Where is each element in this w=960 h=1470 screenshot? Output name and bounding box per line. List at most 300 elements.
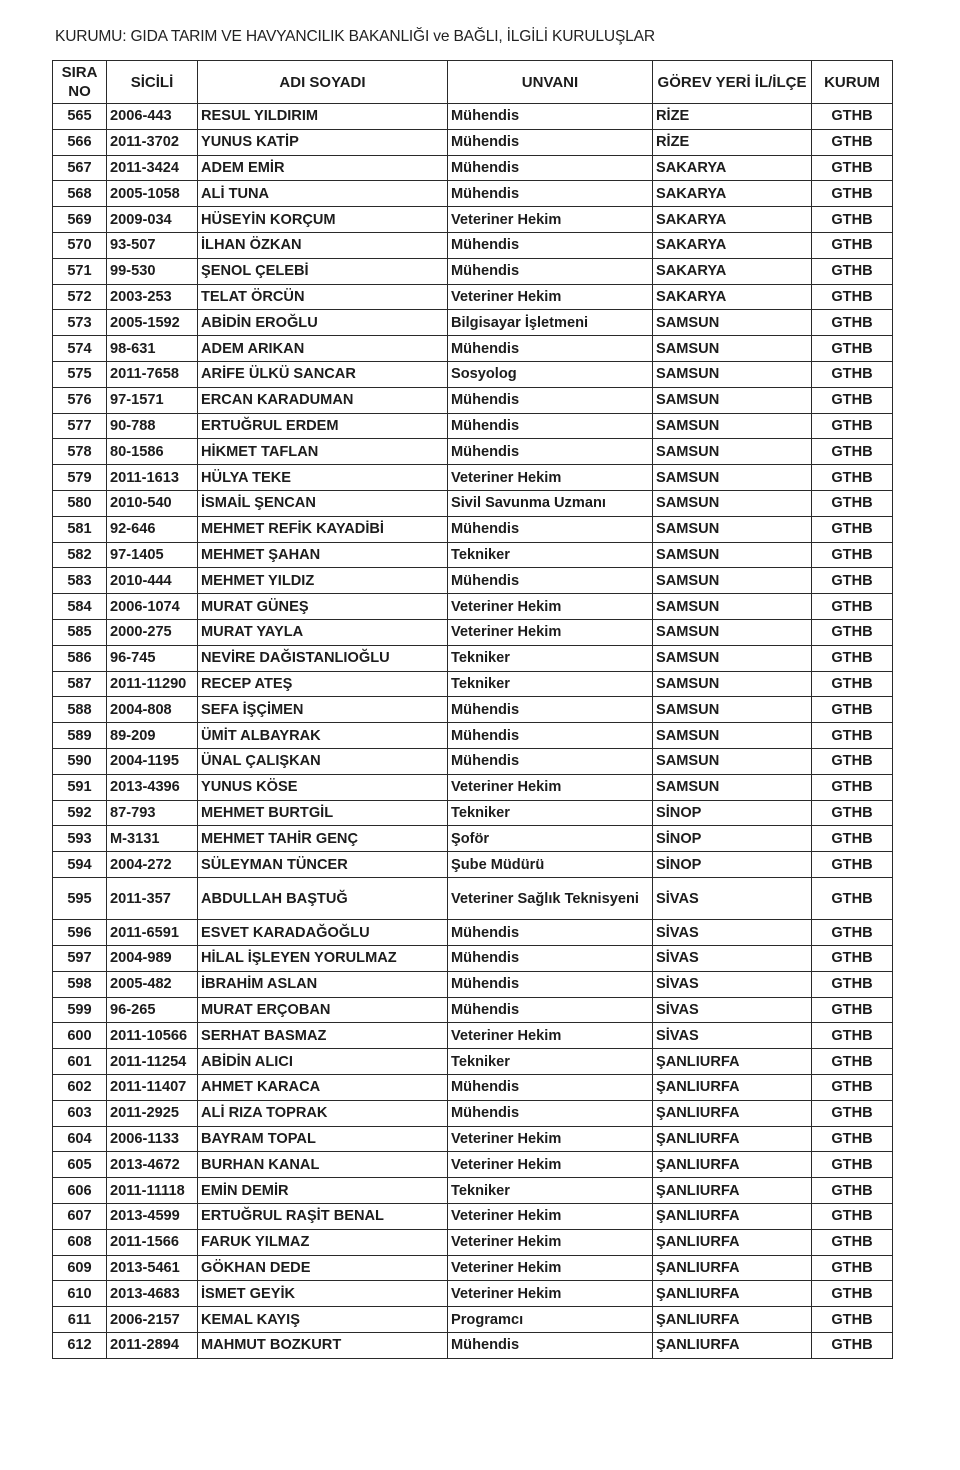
- cell-sicil: 93-507: [107, 232, 198, 258]
- cell-sira-no: 596: [53, 920, 107, 946]
- cell-sicil: 97-1405: [107, 542, 198, 568]
- table-row: [53, 594, 893, 620]
- cell-kurum: GTHB: [812, 619, 893, 645]
- cell-gorev-yeri: SİVAS: [653, 997, 812, 1023]
- table-row: [53, 542, 893, 568]
- table-row: [53, 1049, 893, 1075]
- cell-sicil: 2011-2894: [107, 1333, 198, 1359]
- cell-sira-no: 593: [53, 826, 107, 852]
- cell-kurum: GTHB: [812, 207, 893, 233]
- cell-adi-soyadi: HÜLYA TEKE: [198, 465, 448, 491]
- cell-sira-no: 567: [53, 155, 107, 181]
- cell-sicil: 2004-272: [107, 852, 198, 878]
- cell-kurum: GTHB: [812, 997, 893, 1023]
- cell-gorev-yeri: SAKARYA: [653, 232, 812, 258]
- cell-sira-no: 591: [53, 774, 107, 800]
- cell-adi-soyadi: SÜLEYMAN TÜNCER: [198, 852, 448, 878]
- cell-sira-no: 575: [53, 361, 107, 387]
- cell-kurum: GTHB: [812, 1281, 893, 1307]
- cell-kurum: GTHB: [812, 439, 893, 465]
- cell-sira-no: 598: [53, 971, 107, 997]
- cell-kurum: GTHB: [812, 1307, 893, 1333]
- cell-sicil: 2011-357: [107, 877, 198, 919]
- table-row: [53, 1333, 893, 1359]
- cell-adi-soyadi: ARİFE ÜLKÜ SANCAR: [198, 361, 448, 387]
- cell-kurum: GTHB: [812, 1178, 893, 1204]
- cell-adi-soyadi: ADEM ARIKAN: [198, 336, 448, 362]
- header-sira-no-line1: SIRA: [61, 64, 98, 81]
- cell-adi-soyadi: HİKMET TAFLAN: [198, 439, 448, 465]
- cell-sira-no: 607: [53, 1204, 107, 1230]
- cell-gorev-yeri: RİZE: [653, 104, 812, 130]
- cell-adi-soyadi: ESVET KARADAĞOĞLU: [198, 920, 448, 946]
- table-row: [53, 748, 893, 774]
- cell-kurum: GTHB: [812, 516, 893, 542]
- table-row: [53, 439, 893, 465]
- table-row: [53, 413, 893, 439]
- cell-unvan: Mühendis: [448, 697, 653, 723]
- cell-adi-soyadi: MURAT ERÇOBAN: [198, 997, 448, 1023]
- cell-unvan: Mühendis: [448, 439, 653, 465]
- cell-sicil: 87-793: [107, 800, 198, 826]
- table-row: [53, 336, 893, 362]
- cell-sira-no: 590: [53, 748, 107, 774]
- cell-sicil: 2005-1058: [107, 181, 198, 207]
- cell-gorev-yeri: SAMSUN: [653, 697, 812, 723]
- table-row: [53, 207, 893, 233]
- cell-adi-soyadi: SERHAT BASMAZ: [198, 1023, 448, 1049]
- personnel-table: [52, 60, 893, 1359]
- cell-unvan: Mühendis: [448, 971, 653, 997]
- table-row: [53, 155, 893, 181]
- cell-gorev-yeri: SAMSUN: [653, 723, 812, 749]
- cell-kurum: GTHB: [812, 748, 893, 774]
- cell-sira-no: 582: [53, 542, 107, 568]
- cell-adi-soyadi: ABDULLAH BAŞTUĞ: [198, 877, 448, 919]
- cell-sira-no: 600: [53, 1023, 107, 1049]
- cell-unvan: Tekniker: [448, 800, 653, 826]
- cell-adi-soyadi: YUNUS KATİP: [198, 129, 448, 155]
- cell-adi-soyadi: BURHAN KANAL: [198, 1152, 448, 1178]
- table-row: [53, 568, 893, 594]
- header-sira-no-line2: NO: [68, 83, 91, 100]
- cell-adi-soyadi: YUNUS KÖSE: [198, 774, 448, 800]
- cell-gorev-yeri: ŞANLIURFA: [653, 1075, 812, 1101]
- cell-kurum: GTHB: [812, 723, 893, 749]
- cell-adi-soyadi: MURAT GÜNEŞ: [198, 594, 448, 620]
- cell-kurum: GTHB: [812, 852, 893, 878]
- header-adi-soyadi: ADI SOYADI: [198, 61, 448, 104]
- cell-sicil: 2003-253: [107, 284, 198, 310]
- cell-unvan: Mühendis: [448, 516, 653, 542]
- cell-adi-soyadi: MEHMET TAHİR GENÇ: [198, 826, 448, 852]
- cell-sicil: 2009-034: [107, 207, 198, 233]
- header-kurum: KURUM: [812, 61, 893, 104]
- cell-gorev-yeri: SAMSUN: [653, 361, 812, 387]
- cell-sicil: 2011-2925: [107, 1100, 198, 1126]
- cell-kurum: GTHB: [812, 181, 893, 207]
- cell-adi-soyadi: ŞENOL ÇELEBİ: [198, 258, 448, 284]
- cell-gorev-yeri: ŞANLIURFA: [653, 1204, 812, 1230]
- cell-gorev-yeri: SİNOP: [653, 800, 812, 826]
- cell-sicil: 2004-989: [107, 946, 198, 972]
- cell-kurum: GTHB: [812, 284, 893, 310]
- table-row: [53, 1307, 893, 1333]
- table-row: [53, 490, 893, 516]
- cell-adi-soyadi: RECEP ATEŞ: [198, 671, 448, 697]
- cell-sira-no: 572: [53, 284, 107, 310]
- cell-sicil: 2006-1074: [107, 594, 198, 620]
- cell-adi-soyadi: MEHMET YILDIZ: [198, 568, 448, 594]
- table-row: [53, 697, 893, 723]
- cell-adi-soyadi: KEMAL KAYIŞ: [198, 1307, 448, 1333]
- cell-unvan: Mühendis: [448, 155, 653, 181]
- cell-sicil: 2000-275: [107, 619, 198, 645]
- cell-sira-no: 570: [53, 232, 107, 258]
- cell-gorev-yeri: SİVAS: [653, 920, 812, 946]
- cell-adi-soyadi: ERTUĞRUL RAŞİT BENAL: [198, 1204, 448, 1230]
- cell-sira-no: 580: [53, 490, 107, 516]
- cell-sicil: 2011-11290: [107, 671, 198, 697]
- cell-unvan: Veteriner Hekim: [448, 1152, 653, 1178]
- cell-gorev-yeri: SAMSUN: [653, 645, 812, 671]
- cell-gorev-yeri: SAMSUN: [653, 490, 812, 516]
- cell-sicil: 2013-4672: [107, 1152, 198, 1178]
- cell-gorev-yeri: SAMSUN: [653, 774, 812, 800]
- cell-unvan: Sosyolog: [448, 361, 653, 387]
- table-row: [53, 877, 893, 919]
- table-row: [53, 645, 893, 671]
- cell-sira-no: 565: [53, 104, 107, 130]
- cell-kurum: GTHB: [812, 920, 893, 946]
- cell-kurum: GTHB: [812, 1126, 893, 1152]
- cell-gorev-yeri: ŞANLIURFA: [653, 1333, 812, 1359]
- cell-sira-no: 601: [53, 1049, 107, 1075]
- cell-gorev-yeri: SAMSUN: [653, 748, 812, 774]
- table-row: [53, 284, 893, 310]
- cell-adi-soyadi: MEHMET REFİK KAYADİBİ: [198, 516, 448, 542]
- cell-sira-no: 599: [53, 997, 107, 1023]
- cell-sicil: 2013-5461: [107, 1255, 198, 1281]
- table-row: [53, 1152, 893, 1178]
- cell-gorev-yeri: SAKARYA: [653, 207, 812, 233]
- document-title: KURUMU: GIDA TARIM VE HAVYANCILIK BAKANLIĞI ve BAĞLI, İLGİLİ KURULUŞLAR: [55, 28, 655, 45]
- header-sicili: SİCİLİ: [107, 61, 198, 104]
- cell-gorev-yeri: SAKARYA: [653, 284, 812, 310]
- cell-gorev-yeri: SAKARYA: [653, 258, 812, 284]
- cell-kurum: GTHB: [812, 413, 893, 439]
- cell-kurum: GTHB: [812, 258, 893, 284]
- table-row: [53, 1178, 893, 1204]
- cell-gorev-yeri: ŞANLIURFA: [653, 1178, 812, 1204]
- cell-kurum: GTHB: [812, 826, 893, 852]
- cell-sira-no: 604: [53, 1126, 107, 1152]
- table-row: [53, 671, 893, 697]
- cell-unvan: Mühendis: [448, 387, 653, 413]
- cell-adi-soyadi: ERTUĞRUL ERDEM: [198, 413, 448, 439]
- cell-gorev-yeri: ŞANLIURFA: [653, 1152, 812, 1178]
- cell-unvan: Tekniker: [448, 645, 653, 671]
- cell-unvan: Sivil Savunma Uzmanı: [448, 490, 653, 516]
- cell-unvan: Mühendis: [448, 997, 653, 1023]
- table-row: [53, 387, 893, 413]
- cell-unvan: Şoför: [448, 826, 653, 852]
- cell-unvan: Veteriner Hekim: [448, 1126, 653, 1152]
- table-row: [53, 1255, 893, 1281]
- cell-unvan: Mühendis: [448, 1333, 653, 1359]
- cell-sicil: 2010-444: [107, 568, 198, 594]
- cell-gorev-yeri: SAMSUN: [653, 568, 812, 594]
- cell-gorev-yeri: SAMSUN: [653, 619, 812, 645]
- cell-sira-no: 611: [53, 1307, 107, 1333]
- cell-kurum: GTHB: [812, 568, 893, 594]
- cell-gorev-yeri: SİVAS: [653, 877, 812, 919]
- cell-gorev-yeri: SAMSUN: [653, 542, 812, 568]
- table-row: [53, 997, 893, 1023]
- cell-kurum: GTHB: [812, 1023, 893, 1049]
- cell-kurum: GTHB: [812, 1152, 893, 1178]
- cell-gorev-yeri: SAMSUN: [653, 594, 812, 620]
- cell-adi-soyadi: HÜSEYİN KORÇUM: [198, 207, 448, 233]
- cell-kurum: GTHB: [812, 1049, 893, 1075]
- cell-sicil: M-3131: [107, 826, 198, 852]
- cell-sira-no: 583: [53, 568, 107, 594]
- cell-gorev-yeri: ŞANLIURFA: [653, 1100, 812, 1126]
- cell-adi-soyadi: MURAT YAYLA: [198, 619, 448, 645]
- cell-kurum: GTHB: [812, 1075, 893, 1101]
- cell-unvan: Veteriner Hekim: [448, 1255, 653, 1281]
- cell-unvan: Veteriner Hekim: [448, 619, 653, 645]
- cell-sicil: 2006-443: [107, 104, 198, 130]
- cell-gorev-yeri: SAMSUN: [653, 465, 812, 491]
- cell-unvan: Mühendis: [448, 920, 653, 946]
- table-row: [53, 465, 893, 491]
- cell-sira-no: 573: [53, 310, 107, 336]
- cell-sicil: 2004-1195: [107, 748, 198, 774]
- cell-sicil: 98-631: [107, 336, 198, 362]
- cell-kurum: GTHB: [812, 946, 893, 972]
- table-row: [53, 310, 893, 336]
- cell-sicil: 99-530: [107, 258, 198, 284]
- cell-sira-no: 606: [53, 1178, 107, 1204]
- cell-sira-no: 578: [53, 439, 107, 465]
- table-row: [53, 920, 893, 946]
- cell-sicil: 97-1571: [107, 387, 198, 413]
- cell-sira-no: 608: [53, 1229, 107, 1255]
- cell-sicil: 2011-6591: [107, 920, 198, 946]
- cell-kurum: GTHB: [812, 877, 893, 919]
- cell-gorev-yeri: SAMSUN: [653, 310, 812, 336]
- cell-adi-soyadi: ALİ RIZA TOPRAK: [198, 1100, 448, 1126]
- cell-kurum: GTHB: [812, 1204, 893, 1230]
- cell-unvan: Programcı: [448, 1307, 653, 1333]
- cell-unvan: Veteriner Hekim: [448, 207, 653, 233]
- cell-adi-soyadi: ABİDİN EROĞLU: [198, 310, 448, 336]
- cell-unvan: Mühendis: [448, 181, 653, 207]
- cell-adi-soyadi: İBRAHİM ASLAN: [198, 971, 448, 997]
- cell-sicil: 2011-7658: [107, 361, 198, 387]
- cell-gorev-yeri: SİNOP: [653, 852, 812, 878]
- cell-sira-no: 581: [53, 516, 107, 542]
- cell-kurum: GTHB: [812, 1100, 893, 1126]
- cell-sira-no: 579: [53, 465, 107, 491]
- cell-gorev-yeri: SİVAS: [653, 1023, 812, 1049]
- cell-sicil: 2006-2157: [107, 1307, 198, 1333]
- cell-kurum: GTHB: [812, 104, 893, 130]
- cell-sira-no: 585: [53, 619, 107, 645]
- cell-sira-no: 568: [53, 181, 107, 207]
- cell-sicil: 2010-540: [107, 490, 198, 516]
- cell-kurum: GTHB: [812, 155, 893, 181]
- table-row: [53, 826, 893, 852]
- cell-sicil: 2011-3424: [107, 155, 198, 181]
- cell-sira-no: 595: [53, 877, 107, 919]
- cell-sira-no: 597: [53, 946, 107, 972]
- cell-adi-soyadi: SEFA İŞÇİMEN: [198, 697, 448, 723]
- cell-unvan: Veteriner Sağlık Teknisyeni: [448, 877, 653, 919]
- cell-gorev-yeri: ŞANLIURFA: [653, 1307, 812, 1333]
- cell-unvan: Tekniker: [448, 542, 653, 568]
- cell-gorev-yeri: SAMSUN: [653, 516, 812, 542]
- cell-kurum: GTHB: [812, 310, 893, 336]
- cell-kurum: GTHB: [812, 697, 893, 723]
- cell-sicil: 2005-1592: [107, 310, 198, 336]
- cell-unvan: Mühendis: [448, 946, 653, 972]
- cell-unvan: Şube Müdürü: [448, 852, 653, 878]
- cell-unvan: Mühendis: [448, 258, 653, 284]
- table-row: [53, 104, 893, 130]
- cell-sira-no: 576: [53, 387, 107, 413]
- table-row: [53, 516, 893, 542]
- cell-sira-no: 584: [53, 594, 107, 620]
- table-row: [53, 1100, 893, 1126]
- cell-sicil: 2011-11118: [107, 1178, 198, 1204]
- cell-adi-soyadi: HİLAL İŞLEYEN YORULMAZ: [198, 946, 448, 972]
- cell-unvan: Mühendis: [448, 104, 653, 130]
- cell-adi-soyadi: MEHMET ŞAHAN: [198, 542, 448, 568]
- cell-sicil: 92-646: [107, 516, 198, 542]
- cell-sira-no: 588: [53, 697, 107, 723]
- cell-sicil: 2005-482: [107, 971, 198, 997]
- cell-sicil: 2011-11407: [107, 1075, 198, 1101]
- cell-unvan: Veteriner Hekim: [448, 284, 653, 310]
- cell-unvan: Mühendis: [448, 413, 653, 439]
- table-row: [53, 1023, 893, 1049]
- cell-unvan: Mühendis: [448, 129, 653, 155]
- cell-adi-soyadi: MAHMUT BOZKURT: [198, 1333, 448, 1359]
- cell-gorev-yeri: SAMSUN: [653, 671, 812, 697]
- cell-gorev-yeri: ŞANLIURFA: [653, 1255, 812, 1281]
- cell-unvan: Mühendis: [448, 723, 653, 749]
- cell-adi-soyadi: ADEM EMİR: [198, 155, 448, 181]
- header-gorev-yeri: GÖREV YERİ İL/İLÇE: [653, 61, 812, 104]
- cell-kurum: GTHB: [812, 490, 893, 516]
- cell-gorev-yeri: ŞANLIURFA: [653, 1281, 812, 1307]
- cell-gorev-yeri: SAMSUN: [653, 413, 812, 439]
- cell-sira-no: 571: [53, 258, 107, 284]
- table-row: [53, 1229, 893, 1255]
- table-row: [53, 232, 893, 258]
- table-row: [53, 361, 893, 387]
- cell-sira-no: 589: [53, 723, 107, 749]
- cell-sira-no: 592: [53, 800, 107, 826]
- cell-unvan: Veteriner Hekim: [448, 465, 653, 491]
- cell-adi-soyadi: EMİN DEMİR: [198, 1178, 448, 1204]
- cell-sira-no: 577: [53, 413, 107, 439]
- cell-unvan: Veteriner Hekim: [448, 1229, 653, 1255]
- cell-gorev-yeri: SİVAS: [653, 946, 812, 972]
- table-row: [53, 852, 893, 878]
- cell-adi-soyadi: GÖKHAN DEDE: [198, 1255, 448, 1281]
- cell-unvan: Mühendis: [448, 336, 653, 362]
- cell-gorev-yeri: SAMSUN: [653, 336, 812, 362]
- cell-adi-soyadi: ERCAN KARADUMAN: [198, 387, 448, 413]
- cell-kurum: GTHB: [812, 774, 893, 800]
- cell-gorev-yeri: SAKARYA: [653, 181, 812, 207]
- cell-unvan: Mühendis: [448, 232, 653, 258]
- table-row: [53, 723, 893, 749]
- cell-sira-no: 612: [53, 1333, 107, 1359]
- header-sira-no: [53, 61, 107, 104]
- cell-adi-soyadi: ÜNAL ÇALIŞKAN: [198, 748, 448, 774]
- table-row: [53, 129, 893, 155]
- header-unvani: UNVANI: [448, 61, 653, 104]
- cell-kurum: GTHB: [812, 232, 893, 258]
- cell-kurum: GTHB: [812, 645, 893, 671]
- cell-gorev-yeri: ŞANLIURFA: [653, 1049, 812, 1075]
- cell-adi-soyadi: AHMET KARACA: [198, 1075, 448, 1101]
- cell-sicil: 2013-4683: [107, 1281, 198, 1307]
- table-row: [53, 946, 893, 972]
- cell-kurum: GTHB: [812, 1229, 893, 1255]
- cell-kurum: GTHB: [812, 465, 893, 491]
- cell-unvan: Veteriner Hekim: [448, 1204, 653, 1230]
- cell-sicil: 2011-3702: [107, 129, 198, 155]
- cell-unvan: Veteriner Hekim: [448, 774, 653, 800]
- table-body: [53, 104, 893, 1359]
- table-row: [53, 1075, 893, 1101]
- cell-sicil: 96-745: [107, 645, 198, 671]
- cell-sira-no: 605: [53, 1152, 107, 1178]
- cell-sira-no: 594: [53, 852, 107, 878]
- cell-gorev-yeri: SİVAS: [653, 971, 812, 997]
- cell-sicil: 2011-11254: [107, 1049, 198, 1075]
- cell-unvan: Veteriner Hekim: [448, 594, 653, 620]
- cell-adi-soyadi: TELAT ÖRCÜN: [198, 284, 448, 310]
- table-row: [53, 800, 893, 826]
- cell-sira-no: 586: [53, 645, 107, 671]
- cell-unvan: Mühendis: [448, 748, 653, 774]
- cell-sicil: 2011-1613: [107, 465, 198, 491]
- cell-kurum: GTHB: [812, 387, 893, 413]
- table-row: [53, 1126, 893, 1152]
- cell-unvan: Mühendis: [448, 1075, 653, 1101]
- cell-kurum: GTHB: [812, 129, 893, 155]
- cell-unvan: Veteriner Hekim: [448, 1023, 653, 1049]
- cell-sicil: 89-209: [107, 723, 198, 749]
- cell-kurum: GTHB: [812, 594, 893, 620]
- cell-gorev-yeri: SAMSUN: [653, 387, 812, 413]
- cell-sira-no: 569: [53, 207, 107, 233]
- cell-kurum: GTHB: [812, 361, 893, 387]
- cell-adi-soyadi: İLHAN ÖZKAN: [198, 232, 448, 258]
- cell-sira-no: 603: [53, 1100, 107, 1126]
- cell-sira-no: 574: [53, 336, 107, 362]
- table-row: [53, 1281, 893, 1307]
- table-row: [53, 774, 893, 800]
- cell-unvan: Tekniker: [448, 671, 653, 697]
- table-row: [53, 971, 893, 997]
